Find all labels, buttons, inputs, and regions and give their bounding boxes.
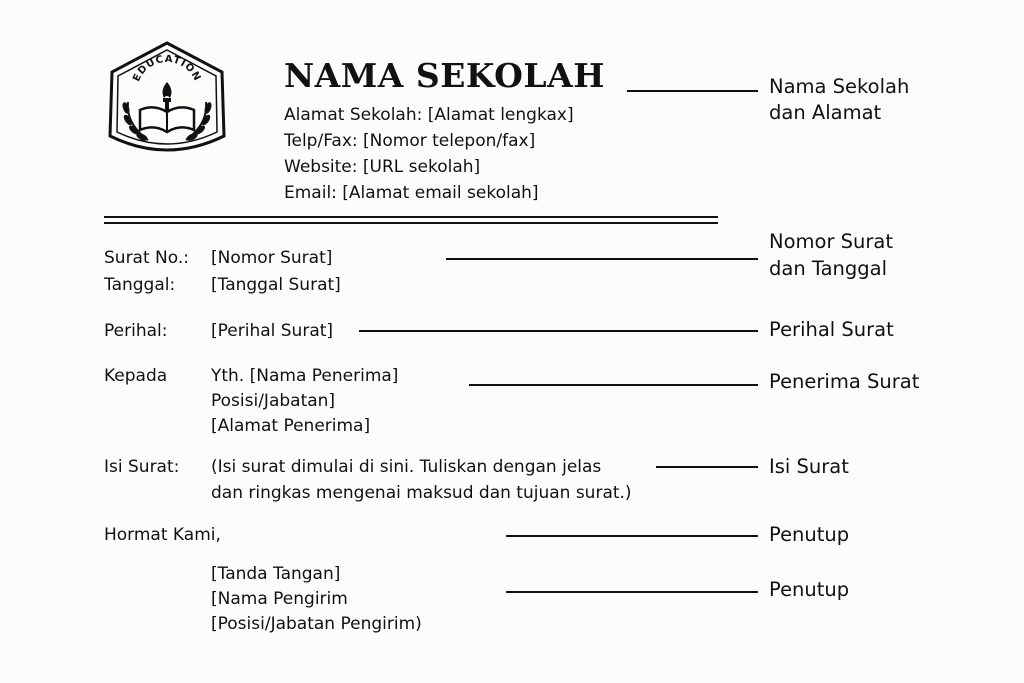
leader-line-header xyxy=(627,90,758,92)
school-website: Website: [URL sekolah] xyxy=(284,157,481,177)
closing-text: Hormat Kami, xyxy=(104,525,221,545)
recipient-name: Yth. [Nama Penerima] xyxy=(211,366,399,386)
date-label: Tanggal: xyxy=(104,275,176,295)
annotation-body: Isi Surat xyxy=(769,455,849,478)
sender-name: [Nama Pengirim xyxy=(211,589,348,609)
header-divider-bottom xyxy=(104,222,718,224)
number-label: Surat No.: xyxy=(104,248,189,268)
header-divider-top xyxy=(104,216,718,218)
subject-label: Perihal: xyxy=(104,321,168,341)
annotation-signature: Penutup xyxy=(769,578,850,601)
annotation-number-line-1: Nomor Surat xyxy=(769,230,894,253)
annotation-closing: Penutup xyxy=(769,523,850,546)
book-icon xyxy=(140,107,194,132)
leader-line-signature xyxy=(506,591,758,593)
date-value: [Tanggal Surat] xyxy=(211,275,341,295)
svg-text:EDUCATION xyxy=(131,54,202,84)
annotation-header-line-1: Nama Sekolah xyxy=(769,75,910,98)
annotation-subject: Perihal Surat xyxy=(769,318,894,341)
annotation-header-line-2: dan Alamat xyxy=(769,101,882,124)
body-line-2: dan ringkas mengenai maksud dan tujuan surat.) xyxy=(211,483,632,503)
recipient-position: Posisi/Jabatan] xyxy=(211,391,336,411)
leader-line-recipient xyxy=(469,384,758,386)
school-email: Email: [Alamat email sekolah] xyxy=(284,183,539,203)
leader-line-number xyxy=(446,258,758,260)
annotation-recipient: Penerima Surat xyxy=(769,370,920,393)
school-logo xyxy=(104,40,230,164)
leader-line-closing xyxy=(506,535,758,537)
leader-line-body xyxy=(656,466,758,468)
recipient-label: Kepada xyxy=(104,366,168,386)
logo-text: EDUCATION xyxy=(131,53,203,84)
sender-position: [Posisi/Jabatan Pengirim) xyxy=(211,614,422,634)
school-phone: Telp/Fax: [Nomor telepon/fax] xyxy=(284,131,536,151)
school-name: NAMA SEKOLAH xyxy=(284,56,605,95)
school-address: Alamat Sekolah: [Alamat lengkax] xyxy=(284,105,574,125)
leader-line-subject xyxy=(359,330,758,332)
body-label: Isi Surat: xyxy=(104,457,180,477)
signature-line: [Tanda Tangan] xyxy=(211,564,341,584)
subject-value: [Perihal Surat] xyxy=(211,321,334,341)
number-value: [Nomor Surat] xyxy=(211,248,333,268)
recipient-address: [Alamat Penerima] xyxy=(211,416,371,436)
body-line-1: (Isi surat dimulai di sini. Tuliskan dengan jelas xyxy=(211,457,602,477)
annotation-number-line-2: dan Tanggal xyxy=(769,257,887,280)
